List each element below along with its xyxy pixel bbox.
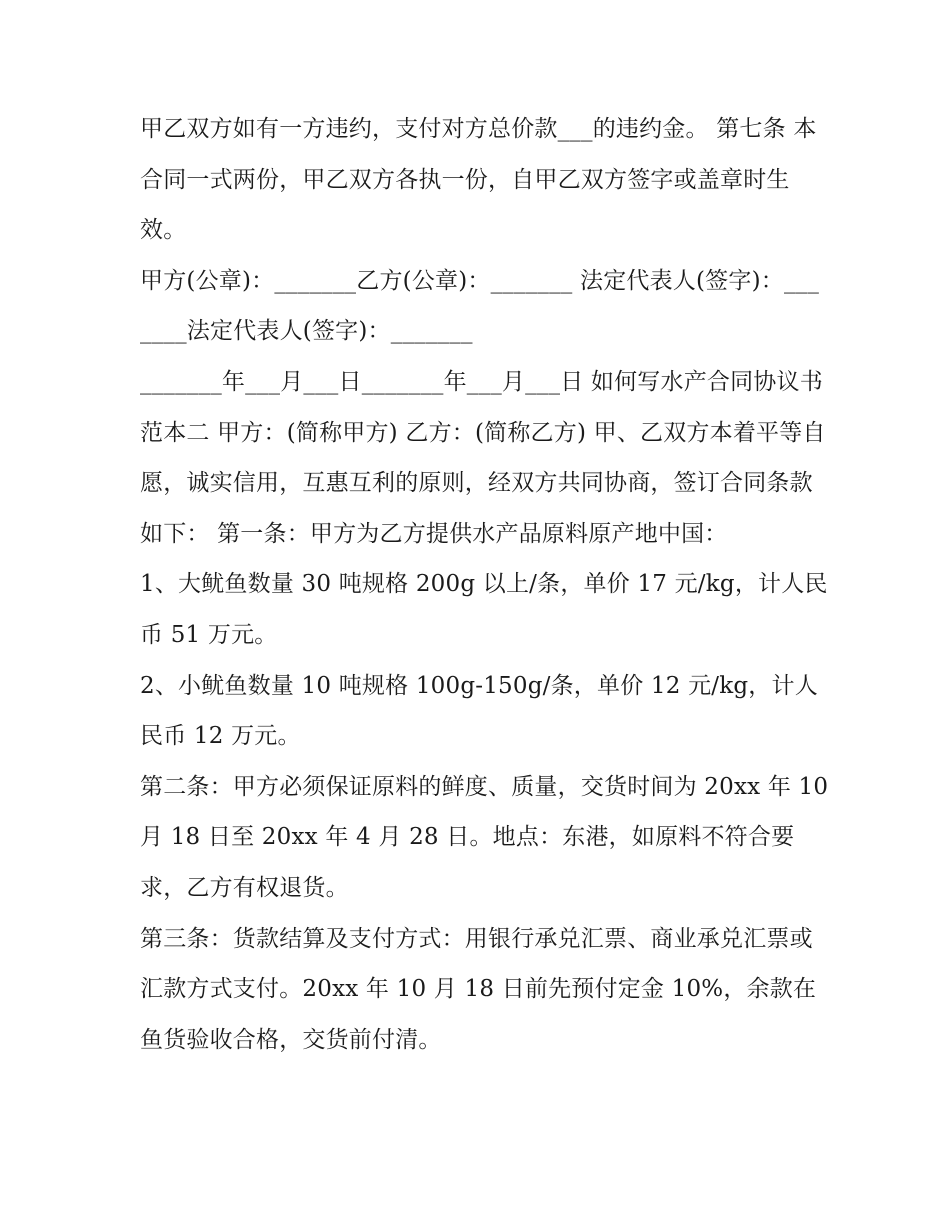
paragraph-item-large-squid: 1、大鱿鱼数量 30 吨规格 200g 以上/条，单价 17 元/kg，计人民币 51 万元。 (140, 571, 828, 648)
paragraph-article-three: 第三条：货款结算及支付方式：用银行承兑汇票、商业承兑汇票或汇款方式支付。20xx 年 10 月 18 日前先预付定金 10%，余款在鱼货验收合格，交货前付清。 (140, 925, 817, 1053)
paragraph-signature-lines: 甲方(公章)：_______乙方(公章)：_______ 法定代表人(签字)：_______法定代表人(签字)：_______ (140, 267, 820, 345)
paragraph-breach-and-effect: 甲乙双方如有一方违约，支付对方总价款___的违约金。 第七条 本合同一式两份，甲乙双方各执一份，自甲乙双方签字或盖章时生效。 (140, 116, 817, 244)
paragraph-date-and-contract-two-intro: _______年___月___日_______年___月___日 如何写水产合同协议书范本二 甲方：(简称甲方) 乙方：(简称乙方) 甲、乙双方本着平等自愿，诚实信用，互惠互利的原则，经双方共同协商，签订合同条款如下： 第一条：甲方为乙方提供水产品原料原产地中国： (140, 368, 826, 547)
paragraph-article-two: 第二条：甲方必须保证原料的鲜度、质量，交货时间为 20xx 年 10 月 18 日至 20xx 年 4 月 28 日。地点：东港，如原料不符合要求，乙方有权退货。 (140, 773, 829, 901)
document-body (140, 104, 830, 1065)
paragraph-item-small-squid: 2、小鱿鱼数量 10 吨规格 100g-150g/条，单价 12 元/kg，计人民币 12 万元。 (140, 672, 818, 750)
